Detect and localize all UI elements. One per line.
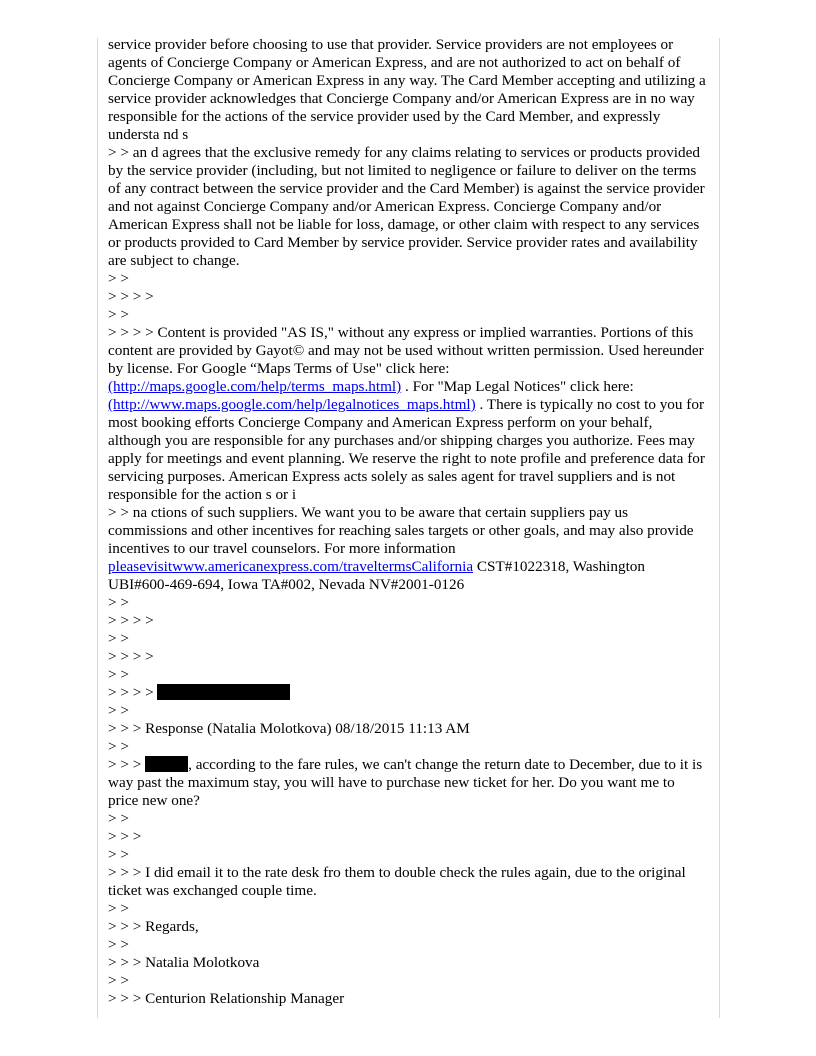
quote-marker-line: > >: [108, 666, 129, 683]
disclaimer-paragraph-3: [108, 324, 708, 504]
disclaimer-4-text: > > na ctions of such suppliers. We want you to be aware that certain suppliers pay us commissions and other incentives for reaching sales targets or other goals, and may also provide incentives to our travel counselors. For more information: [108, 504, 694, 557]
disclaimer-3-text-b: . For "Map Legal Notices" click here:: [401, 378, 634, 395]
quote-marker-line: > >: [108, 846, 129, 863]
quote-marker-line: > >: [108, 972, 129, 989]
quote-marker: > > >: [108, 756, 146, 773]
disclaimer-3-text-c: . There is typically no cost to you for most booking efforts Concierge Company and American Express perform on your behalf, although you are responsible for any purchases and/or shipping charges you authorize. Fees may apply for meetings and event planning. We reserve the right to note profile and preference data for servicing purposes. American Express acts solely as sales agent for travel suppliers and is not responsible for the action s or i: [108, 396, 705, 503]
disclaimer-paragraph-1: service provider before choosing to use that provider. Service providers are not employees or agents of Concierge Company or American Express, and are not authorized to act on behalf of Concierge Company or American Express in any way. The Card Member accepting and utilizing a service provider acknowledges that Concierge Company and/or American Express are in no way responsible for the actions of the service provider used by the Card Member, and expressly understa nd s: [108, 36, 706, 143]
maps-terms-link[interactable]: (http://maps.google.com/help/terms_maps.html): [108, 378, 402, 395]
quote-marker-line: > >: [108, 936, 129, 953]
redaction-block: [145, 756, 188, 772]
signature-name: > > > Natalia Molotkova: [108, 954, 260, 971]
quote-marker-line: > > > >: [108, 648, 154, 665]
quote-marker-line: > > > >: [108, 612, 154, 629]
fare-rules-paragraph: [108, 756, 708, 810]
quote-marker-line: > > > >: [108, 288, 154, 305]
signoff-regards: > > > Regards,: [108, 918, 199, 935]
response-header: > > > Response (Natalia Molotkova) 08/18/2015 11:13 AM: [108, 720, 470, 737]
quote-marker-line: > >: [108, 306, 129, 323]
disclaimer-paragraph-2: > > an d agrees that the exclusive remedy for any claims relating to services or products provided by the service provider (including, but not limited to negligence or failure to deliver on the terms of any contract between the service provider and the Card Member) is against the service provider and not against Concierge Company and/or American Express. Concierge Company and/or American Express shall not be liable for loss, damage, or other claim with respect to any services or products provided to Card Member by service provider. Service provider rates and availability are subject to change.: [108, 144, 705, 269]
quote-marker-line: > > >: [108, 828, 142, 845]
quote-marker: > > > >: [108, 684, 158, 701]
email-body: [108, 36, 708, 1008]
travel-terms-link[interactable]: pleasevisitwww.americanexpress.com/traveltermsCalifornia: [108, 558, 474, 575]
page-frame-left-border: [97, 38, 98, 1018]
signature-title: > > > Centurion Relationship Manager: [108, 990, 345, 1007]
quote-marker-line: > >: [108, 702, 129, 719]
disclaimer-4-license-text: CST#1022318, Washington UBI#600-469-694, Iowa TA#002, Nevada NV#2001-0126: [108, 558, 645, 593]
rate-desk-paragraph: > > > I did email it to the rate desk fro them to double check the rules again, due to the original ticket was exchanged couple time.: [108, 864, 686, 899]
quote-marker-line: > >: [108, 810, 129, 827]
quote-marker-line: > >: [108, 630, 129, 647]
disclaimer-3-text-a: > > > > Content is provided "AS IS," without any express or implied warranties. Portions of this content are provided by Gayot© and may not be used without written permission. Used hereunder by license. For Google “Maps Terms of Use" click here:: [108, 324, 704, 377]
disclaimer-paragraph-4: [108, 504, 708, 594]
page-frame-right-border: [719, 38, 720, 1018]
legal-notices-link[interactable]: (http://www.maps.google.com/help/legalnotices_maps.html): [108, 396, 476, 413]
fare-rules-text: , according to the fare rules, we can't change the return date to December, due to it is way past the maximum stay, you will have to purchase new ticket for her. Do you want me to price new one?: [108, 756, 703, 809]
quote-marker-line: > >: [108, 900, 129, 917]
quote-marker-line: > >: [108, 738, 129, 755]
redacted-line: [108, 684, 708, 702]
quote-marker-line: > >: [108, 594, 129, 611]
quote-marker-line: > >: [108, 270, 129, 287]
redaction-block: [157, 684, 290, 700]
